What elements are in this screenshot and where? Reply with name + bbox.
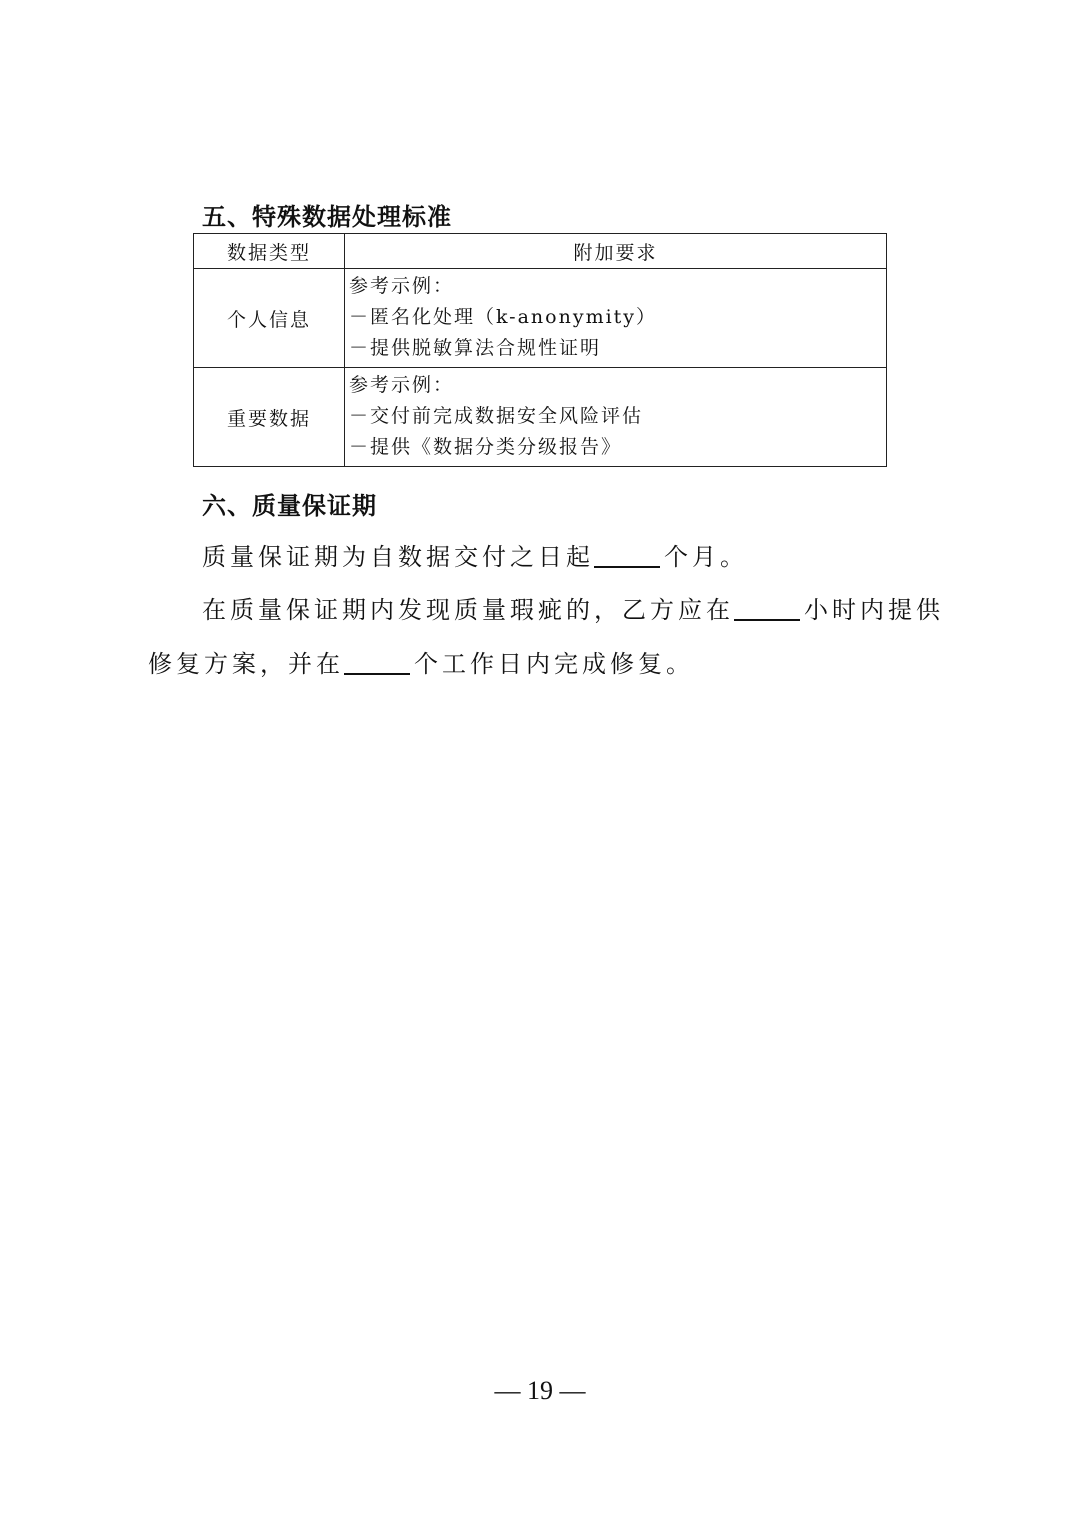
requirement-line: －匿名化处理（k-anonymity） — [349, 306, 658, 328]
paragraph-text: 个工作日内完成修复。 — [414, 650, 694, 678]
requirement-line: 参考示例： — [349, 374, 455, 396]
page-number: — 19 — — [494, 1376, 586, 1405]
defect-response-paragraph — [202, 590, 944, 625]
table-header-row — [194, 234, 887, 269]
section-six-heading: 六、质量保证期 — [202, 492, 377, 520]
paragraph-text: 质量保证期为自数据交付之日起 — [202, 543, 594, 571]
requirement-line: －提供《数据分类分级报告》 — [349, 436, 623, 458]
requirement-line: －提供脱敏算法合规性证明 — [349, 337, 602, 359]
table-row — [194, 368, 887, 467]
paragraph-text: 在质量保证期内发现质量瑕疵的，乙方应在 — [202, 596, 734, 624]
requirement-line: 参考示例： — [349, 275, 455, 297]
special-data-table — [193, 233, 887, 467]
column-header-data-type: 数据类型 — [194, 234, 345, 269]
table-row — [194, 269, 887, 368]
row-data-type: 个人信息 — [194, 269, 345, 368]
defect-repair-paragraph — [148, 644, 694, 679]
column-header-requirements: 附加要求 — [345, 234, 887, 269]
fill-in-blank-months — [594, 540, 660, 568]
section-five-heading: 五、特殊数据处理标准 — [202, 203, 452, 231]
warranty-period-paragraph — [202, 537, 748, 572]
paragraph-text: 小时内提供 — [804, 596, 944, 624]
requirement-line: －交付前完成数据安全风险评估 — [349, 405, 644, 427]
row-requirements — [345, 269, 887, 368]
fill-in-blank-hours — [734, 593, 800, 621]
row-data-type: 重要数据 — [194, 368, 345, 467]
paragraph-text: 个月。 — [664, 543, 748, 571]
fill-in-blank-workdays — [344, 647, 410, 675]
row-requirements — [345, 368, 887, 467]
paragraph-text: 修复方案，并在 — [148, 650, 344, 678]
